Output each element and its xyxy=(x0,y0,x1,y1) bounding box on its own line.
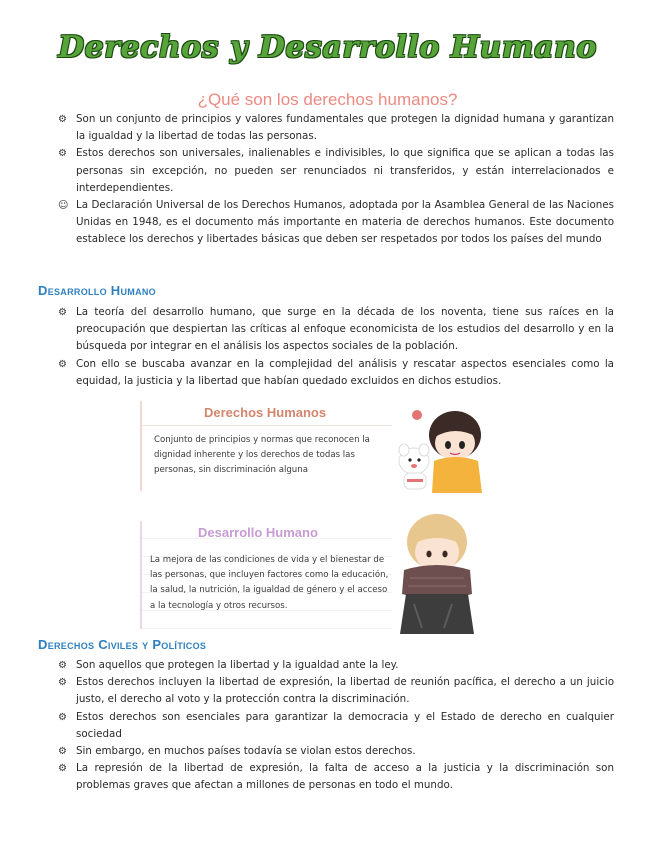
gear-icon: ⚙ xyxy=(58,660,67,671)
infographic-image xyxy=(140,393,492,635)
divider xyxy=(142,425,392,426)
gear-icon: ⚙ xyxy=(58,763,67,775)
list-item xyxy=(58,111,614,145)
list-item xyxy=(58,197,614,249)
gear-icon: ⚙ xyxy=(58,114,67,125)
card-title: Derechos Humanos xyxy=(204,405,327,420)
card-text: La mejora de las condiciones de vida y el bienestar de las personas, que incluyen factores como la educación, la salud, la nutrición, la igualdad de género y el acceso a la tecnología y otros recursos. xyxy=(150,555,389,611)
list-item-text: La teoría del desarrollo humano, que surge en la década de los noventa, tiene sus raíces en la preocupación que despiertan las críticas al enfoque economicista de los estudios del desarrollo y en la búsqueda por integrar en el análisis los aspectos sociales de la población. xyxy=(76,306,614,353)
list-item-text: La Declaración Universal de los Derechos Humanos, adoptada por la Asamblea General de las Naciones Unidas en 1948, es el documento más importante en materia de derechos humanos. Este documento establece los derechos y libertades básicas que deben ser respetados por todos los países del mundo xyxy=(76,199,614,246)
list-item-text: Son aquellos que protegen la libertad y la igualdad ante la ley. xyxy=(76,659,399,671)
boy-with-plush-illustration xyxy=(392,395,492,495)
list-item-text: Estos derechos son universales, inalienables e indivisibles, lo que significa que se aplican a todas las personas sin excepción, no pueden ser renunciados ni transferidos, y están interrelacionados e interdependientes. xyxy=(76,147,614,194)
list-item-text: Sin embargo, en muchos países todavía se violan estos derechos. xyxy=(76,745,416,758)
section-heading-desarrollo: Desarrollo Humano xyxy=(38,283,156,298)
desarrollo-bullet-list xyxy=(58,304,614,390)
gear-icon: ⚙ xyxy=(58,148,67,160)
page-title: Derechos y Desarrollo Humano xyxy=(58,30,597,65)
list-item-text: Son un conjunto de principios y valores fundamentales que protegen la dignidad humana y garantizan la igualdad y la libertad de todas las personas. xyxy=(76,113,614,143)
intro-bullet-list xyxy=(58,111,614,249)
gear-icon: ⚙ xyxy=(58,358,67,370)
card-derechos-humanos xyxy=(140,401,392,491)
section-heading-civiles: Derechos Civiles y Políticos xyxy=(38,637,207,652)
list-item xyxy=(58,304,614,356)
list-item xyxy=(58,709,614,743)
list-item xyxy=(58,674,614,708)
smiley-icon: ☺ xyxy=(58,200,69,212)
list-item xyxy=(58,145,614,197)
list-item xyxy=(58,356,614,390)
list-item-text: Estos derechos incluyen la libertad de expresión, la libertad de reunión pacífica, el derecho a un juicio justo, el derecho al voto y la protección contra la discriminación. xyxy=(76,676,614,706)
civiles-bullet-list xyxy=(58,657,614,795)
gear-icon: ⚙ xyxy=(58,677,67,689)
card-desarrollo-humano xyxy=(140,521,392,629)
card-title: Desarrollo Humano xyxy=(198,525,318,540)
list-item-text: La represión de la libertad de expresión, la falta de acceso a la justicia y la discriminación son problemas graves que afectan a millones de personas en todo el mundo. xyxy=(76,762,614,792)
page-subtitle: ¿Qué son los derechos humanos? xyxy=(197,90,458,109)
list-item xyxy=(58,760,614,794)
list-item-text: Estos derechos son esenciales para garantizar la democracia y el Estado de derecho en cualquier sociedad xyxy=(76,710,614,740)
list-item-text: Con ello se buscaba avanzar en la complejidad del análisis y rescatar aspectos esenciales como la equidad, la justicia y la libertad que habían quedado excluidos en dichos estudios. xyxy=(76,357,614,387)
card-text: Conjunto de principios y normas que reconocen la dignidad inherente y los derechos de todas las personas, sin discriminación alguna xyxy=(154,435,370,476)
gear-icon: ⚙ xyxy=(58,307,67,318)
boy-with-scarf-illustration xyxy=(392,508,482,635)
gear-icon: ⚙ xyxy=(58,711,67,723)
list-item xyxy=(58,743,614,760)
gear-icon: ⚙ xyxy=(58,746,67,758)
list-item xyxy=(58,657,614,674)
